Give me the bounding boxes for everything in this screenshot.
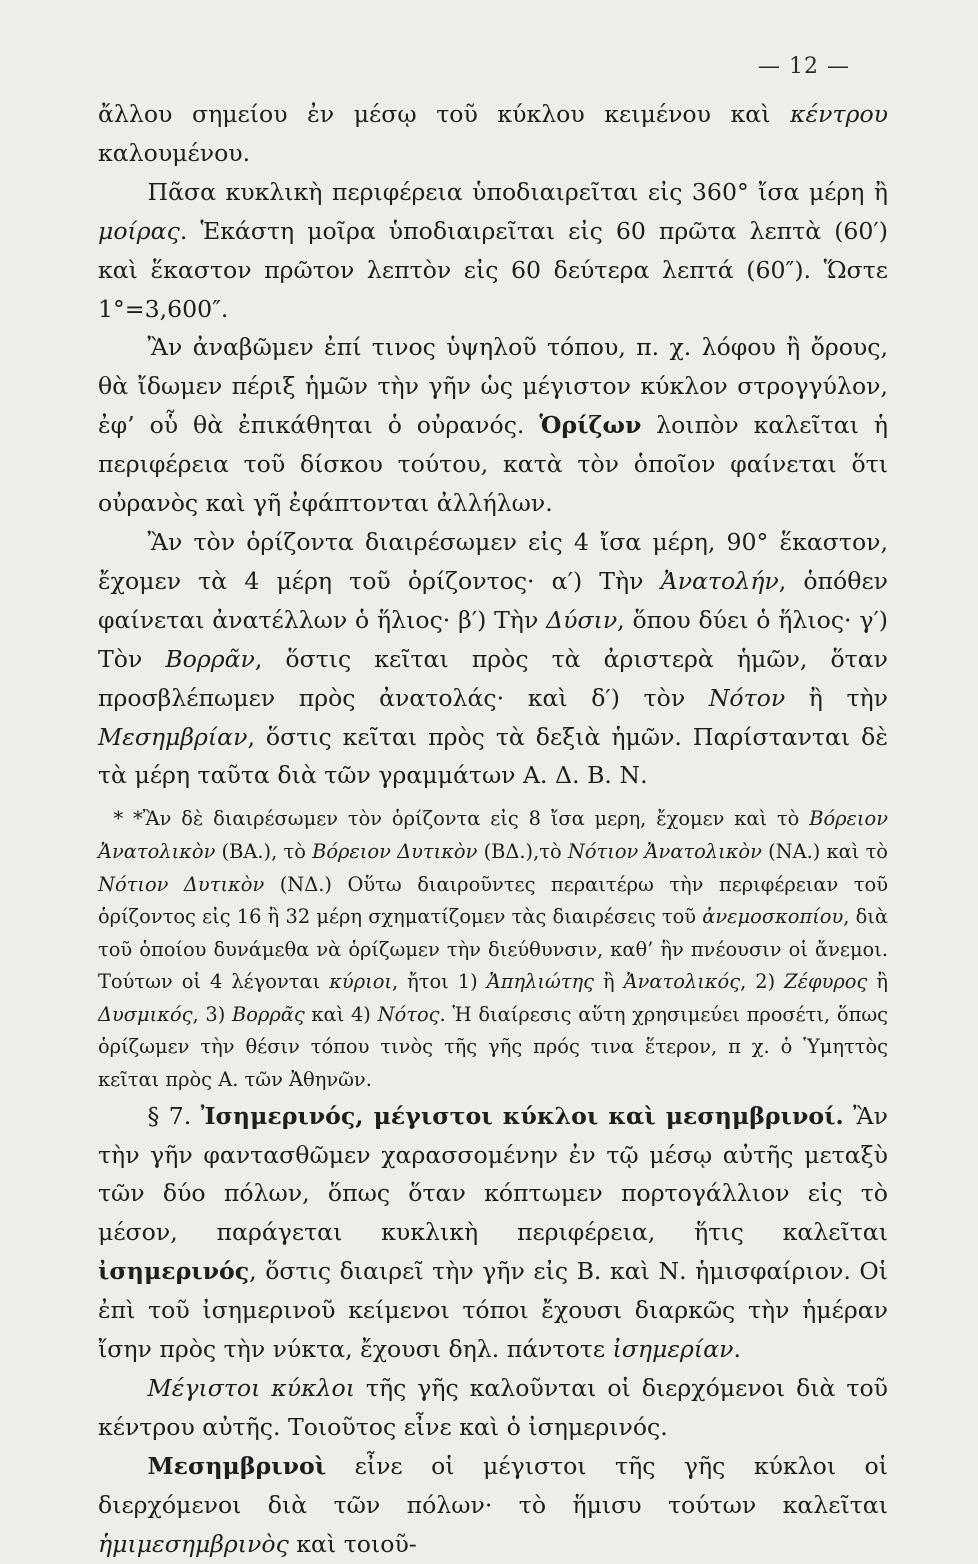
text-run: καὶ 4) [304, 1002, 378, 1026]
bold-term: ἰσημερινός [98, 1257, 250, 1286]
italic-term: Νότος [377, 1002, 440, 1026]
italic-term: Δύσιν [546, 605, 618, 634]
text-run: Ἂν τὴν γῆν φαντασθῶμεν χαρασσομένην ἐν τῷ μέσῳ αὐτῆς μεταξὺ τῶν δύο πόλων, ὅπως ὅταν κόπτωμεν πορτογάλλιον εἰς τὸ μέσον, παράγεται κυκλικὴ περιφέρεια, ἥτις καλεῖται [98, 1101, 888, 1247]
paragraph-cardinal-points [98, 523, 888, 795]
italic-term: Ἀνατολήν [660, 566, 779, 595]
italic-term: Ἀνατολικός [623, 970, 741, 994]
text-run: , 3) [192, 1002, 233, 1026]
text-run: τῆς γῆς καλοῦνται οἱ διερχόμενοι διὰ τοῦ κέντρου αὐτῆς. Τοιοῦτος εἶνε καὶ ὁ ἰσημερινός. [98, 1374, 888, 1441]
text-run: ἢ τὴν [785, 683, 888, 712]
italic-term: Βορρᾶς [232, 1002, 305, 1026]
text-run: καλουμένου. [98, 138, 251, 167]
italic-term: Νότιον Ἀνατολικὸν [567, 839, 762, 863]
text-run: . [733, 1335, 741, 1364]
italic-term: Ἀπηλιώτης [486, 970, 594, 994]
paragraph-center-definition [98, 95, 888, 173]
text-run: , ὅστις κεῖται πρὸς τὰ δεξιὰ ἡμῶν. Παρίστανται δὲ τὰ μέρη ταῦτα διὰ τῶν γραμμάτων Α. Δ. Β. Ν. [98, 722, 888, 790]
italic-term: ἀνεμοσκοπίου [702, 905, 844, 929]
paragraph-degrees [98, 173, 888, 329]
text-run: Ἂν ἀναβῶμεν ἐπί τινος ὑψηλοῦ τόπου, π. χ. λόφου ἢ ὄρους, θὰ ἴδωμεν πέριξ ἡμῶν τὴν γῆν ὡς μέγιστον κύκλον στρογγύλον, ἐφ’ οὗ θὰ ἐπικάθηται ὁ οὐρανός. [98, 333, 888, 440]
text-run: καὶ τοιοῦ- [288, 1529, 417, 1558]
bold-term: Ὁρίζων [539, 411, 642, 440]
paragraph-horizon [98, 328, 888, 523]
italic-term: ἡμιμεσημβρινὸς [98, 1529, 289, 1558]
section-heading-paragraph [98, 1097, 888, 1369]
italic-term: ἰσημερίαν [612, 1335, 734, 1364]
italic-term: Νότιον Δυτικὸν [98, 872, 265, 896]
text-run: (ΝΑ.) καὶ τὸ [761, 839, 888, 863]
footnote-wind-directions [98, 803, 888, 1096]
text-run: , ὅστις διαιρεῖ τὴν γῆν εἰς Β. καὶ Ν. ἡμισφαίριον. Οἱ ἐπὶ τοῦ ἰσημερινοῦ κείμενοι τόποι ἔχουσι διαρκῶς τὴν ἡμέραν ἴσην πρὸς τὴν νύκτα, ἔχουσι δηλ. πάντοτε [98, 1257, 888, 1364]
bold-term: Μεσημβρινοὶ [147, 1451, 327, 1480]
paragraph-great-circles [98, 1369, 888, 1447]
text-run: (ΒΔ.),τὸ [477, 839, 568, 863]
italic-term: Νότον [708, 683, 786, 712]
text-run: * *Ἂν δὲ διαιρέσωμεν τὸν ὁρίζοντα εἰς 8 ἴσα μερη, ἔχομεν καὶ τὸ [113, 807, 810, 831]
text-run: , διὰ τοῦ ὁποίου δυνάμεθα νὰ ὁρίζωμεν τὴν διεύθυνσιν, καθ’ ἣν πνέουσιν οἱ ἄνεμοι. Τούτων οἱ 4 λέγονται [98, 905, 888, 994]
text-run: ἢ [867, 970, 888, 994]
footnote-block [98, 803, 888, 1096]
text-run: Πᾶσα κυκλικὴ περιφέρεια ὑποδιαιρεῖται εἰς 360° ἴσα μέρη ἢ [147, 177, 888, 206]
text-run: , ὅπου δύει ὁ ἥλιος· γ′) Τὸν [98, 605, 889, 673]
text-run: λοιπὸν καλεῖται ἡ περιφέρεια τοῦ δίσκου τούτου, κατὰ τὸν ὁποῖον φαίνεται ὅτι οὐρανὸς καὶ γῆ ἐφάπτονται ἀλλήλων. [98, 411, 888, 518]
paragraph-meridians [98, 1447, 888, 1564]
text-run: ἢ [593, 970, 624, 994]
italic-term: μοίρας [98, 216, 180, 245]
text-run: (ΝΔ.) Οὕτω διαιροῦντες περαιτέρω τὴν περιφέρειαν τοῦ ὁρίζοντος εἰς 16 ἢ 32 μέρη σχηματίζομεν τὰς διαιρέσεις τοῦ [98, 872, 888, 929]
text-run: (ΒΑ.), τὸ [215, 839, 313, 863]
text-run: . Ἑκάστη μοῖρα ὑποδιαιρεῖται εἰς 60 πρῶτα λεπτὰ (60′) καὶ ἕκαστον πρῶτον λεπτὸν εἰς 60 δεύτερα λεπτά (60″). Ὥστε 1°=3,600″. [98, 216, 888, 323]
text-run: , 2) [740, 970, 785, 994]
italic-term: Μεσημβρίαν [98, 722, 248, 751]
italic-term: Βορρᾶν [165, 644, 255, 673]
italic-term: κύριοι [329, 970, 392, 994]
bold-term: Ἰσημερινός, μέγιστοι κύκλοι καὶ μεσημβρινοί. [200, 1101, 844, 1130]
italic-term: Βόρειον Ἀνατολικὸν [98, 807, 888, 863]
text-run: . Ἡ διαίρεσις αὕτη χρησιμεύει προσέτι, ὅπως ὁρίζωμεν τὴν θέσιν τόπου τινὸς τῆς γῆς πρός τινα ἕτερον, π χ. ὁ Ὑμηττὸς κεῖται πρὸς Α. τῶν Ἀθηνῶν. [98, 1002, 888, 1092]
italic-term: Βόρειον Δυτικὸν [312, 839, 478, 863]
text-run: ἄλλου σημείου ἐν μέσῳ τοῦ κύκλου κειμένου καὶ [98, 100, 791, 128]
italic-term: Ζέφυρος [784, 970, 868, 994]
text-run: Ἂν τὸν ὁρίζοντα διαιρέσωμεν εἰς 4 ἴσα μέρη, 90° ἕκαστον, ἔχομεν τὰ 4 μέρη τοῦ ὁρίζοντος· α′) Τὴν [98, 527, 888, 595]
italic-term: κέντρου [790, 100, 888, 128]
text-run: , ἤτοι 1) [391, 970, 487, 994]
text-run: εἶνε οἱ μέγιστοι τῆς γῆς κύκλοι οἱ διερχόμενοι διὰ τῶν πόλων· τὸ ἥμισυ τούτων καλεῖται [98, 1451, 888, 1519]
section-7 [98, 1097, 888, 1564]
text-run: , ὁπόθεν φαίνεται ἀνατέλλων ὁ ἥλιος· β′) Τὴν [98, 566, 889, 634]
italic-term: Δυσμικός [98, 1002, 193, 1026]
text-run: , ὅστις κεῖται πρὸς τὰ ἀριστερὰ ἡμῶν, ὅταν προσβλέπωμεν πρὸς ἀνατολάς· καὶ δ′) τὸν [98, 644, 888, 712]
main-text [98, 95, 888, 795]
page-number: — 12 — [758, 54, 850, 79]
text-run: § 7. [147, 1101, 201, 1130]
italic-term: Μέγιστοι κύκλοι [147, 1374, 355, 1402]
